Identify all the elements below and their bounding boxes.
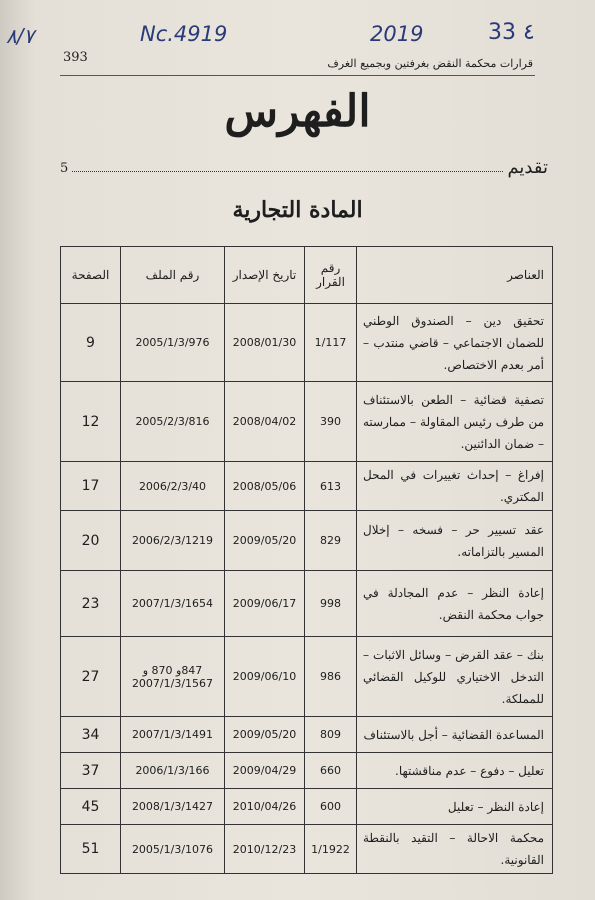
decision-number: 600 <box>305 789 357 825</box>
file-number: 2005/1/3/1076 <box>121 825 225 874</box>
table-row <box>61 382 553 462</box>
leader-dots <box>72 171 503 172</box>
issue-date: 2009/05/20 <box>225 717 305 753</box>
entry-title: محكمة الاحالة – التقيد بالنقطة القانونية. <box>357 825 553 874</box>
file-number: 2007/1/3/1654 <box>121 571 225 637</box>
entry-title: إعادة النظر – تعليل <box>357 789 553 825</box>
page-ref: 23 <box>61 571 121 637</box>
entry-title: بنك – عقد القرض – وسائل الاثبات – التدخل الاختياري للوكيل القضائي للمملكة. <box>357 637 553 717</box>
table-row <box>61 304 553 382</box>
file-number: 2007/1/3/1491 <box>121 717 225 753</box>
decision-number: 390 <box>305 382 357 462</box>
intro-label: تقديم <box>507 157 548 178</box>
entry-title: عقد تسيير حر – فسخه – إخلال المسير بالتزاماته. <box>357 511 553 571</box>
page-ref: 9 <box>61 304 121 382</box>
entry-title: المساعدة القضائية – أجل بالاستئناف <box>357 717 553 753</box>
table-row <box>61 637 553 717</box>
page-ref: 45 <box>61 789 121 825</box>
decision-number: 1/117 <box>305 304 357 382</box>
table-row <box>61 789 553 825</box>
header-decision-number: رقم القرار <box>305 247 357 304</box>
page-ref: 17 <box>61 462 121 511</box>
handwritten-code: Nc.4919 <box>140 22 228 46</box>
header-page: الصفحة <box>61 247 121 304</box>
handwritten-page-note: ٨/٧ <box>6 24 35 48</box>
decision-number: 660 <box>305 753 357 789</box>
file-number: 2005/1/3/976 <box>121 304 225 382</box>
page-ref: 51 <box>61 825 121 874</box>
section-title: المادة التجارية <box>232 197 363 223</box>
toc-body <box>61 304 553 874</box>
handwritten-right-note: 33 ٤ <box>488 20 535 45</box>
issue-date: 2008/04/02 <box>225 382 305 462</box>
issue-date: 2009/06/10 <box>225 637 305 717</box>
issue-date: 2008/01/30 <box>225 304 305 382</box>
entry-title: إعادة النظر – عدم المجادلة في جواب محكمة النقض. <box>357 571 553 637</box>
intro-page-number: 5 <box>60 161 69 176</box>
entry-title: تصفية قضائية – الطعن بالاستئناف من طرف رئيس المقاولة – ممارسته – ضمان الدائنين. <box>357 382 553 462</box>
header-issue-date: تاريخ الإصدار <box>225 247 305 304</box>
decision-number: 829 <box>305 511 357 571</box>
issue-date: 2009/04/29 <box>225 753 305 789</box>
file-number: 2006/2/3/40 <box>121 462 225 511</box>
decision-number: 986 <box>305 637 357 717</box>
page-title: الفهرس <box>224 86 371 137</box>
handwritten-year: 2019 <box>370 22 424 46</box>
file-number: 2008/1/3/1427 <box>121 789 225 825</box>
entry-title: تحقيق دين – الصندوق الوطني للضمان الاجتماعي – قاضي منتدب – أمر بعدم الاختصاص. <box>357 304 553 382</box>
file-number: 2006/1/3/166 <box>121 753 225 789</box>
entry-title: تعليل – دفوع – عدم مناقشتها. <box>357 753 553 789</box>
header-elements: العناصر <box>357 247 553 304</box>
page-ref: 37 <box>61 753 121 789</box>
issue-date: 2009/05/20 <box>225 511 305 571</box>
intro-entry <box>60 152 548 178</box>
page-ref: 12 <box>61 382 121 462</box>
file-number: 2006/2/3/1219 <box>121 511 225 571</box>
toc-table <box>60 246 553 874</box>
table-row <box>61 753 553 789</box>
issue-date: 2010/12/23 <box>225 825 305 874</box>
decision-number: 1/1922 <box>305 825 357 874</box>
table-row <box>61 462 553 511</box>
issue-date: 2010/04/26 <box>225 789 305 825</box>
entry-title: إفراغ – إحداث تغييرات في المحل المكتري. <box>357 462 553 511</box>
page-ref: 27 <box>61 637 121 717</box>
page-number: 393 <box>63 50 88 65</box>
file-number: 847و 870 و 2007/1/3/1567 <box>121 637 225 717</box>
header-file-number: رقم الملف <box>121 247 225 304</box>
page-ref: 20 <box>61 511 121 571</box>
decision-number: 809 <box>305 717 357 753</box>
table-header-row <box>61 247 553 304</box>
file-number: 2005/2/3/816 <box>121 382 225 462</box>
page-ref: 34 <box>61 717 121 753</box>
running-header: قرارات محكمة النقض بغرفتين وبجميع الغرف <box>327 57 533 70</box>
table-row <box>61 571 553 637</box>
table-row <box>61 825 553 874</box>
decision-number: 613 <box>305 462 357 511</box>
header-rule <box>60 75 535 76</box>
issue-date: 2009/06/17 <box>225 571 305 637</box>
table-row <box>61 511 553 571</box>
table-row <box>61 717 553 753</box>
issue-date: 2008/05/06 <box>225 462 305 511</box>
decision-number: 998 <box>305 571 357 637</box>
